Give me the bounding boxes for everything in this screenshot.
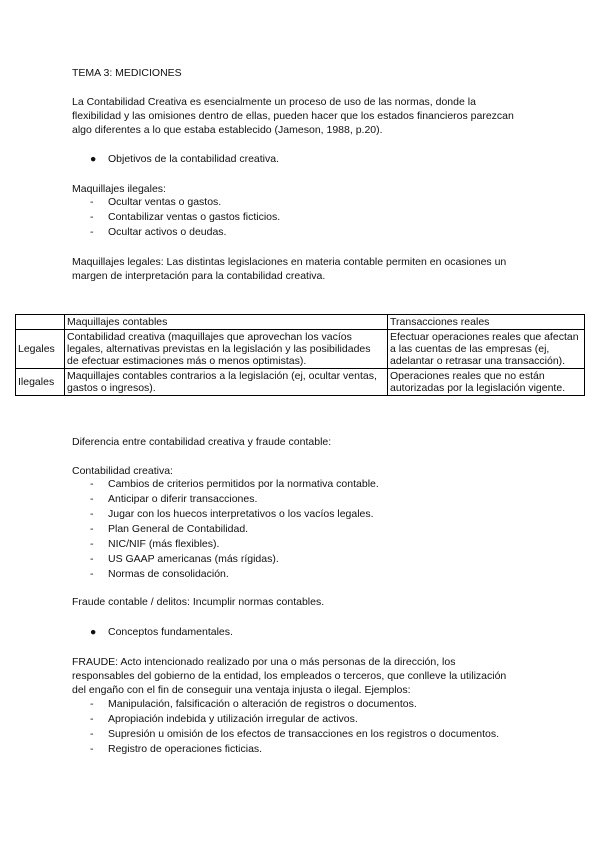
table-cell: Contabilidad creativa (maquillajes que aprovechan los vacíos legales, alternativas previstas en la legislación y las posibilidades de efectuar estimaciones más o menos optimistas). [65, 330, 388, 369]
list-item: - US GAAP americanas (más rígidas). [72, 552, 540, 567]
fraud-definition: FRAUDE: Acto intencionado realizado por una o más personas de la dirección, los responsables del gobierno de la entidad, los empleados o terceros, que conlleve la utilización del engaño con el fin de conseguir una ventaja injusta o ilegal. Ejemplos: [72, 656, 507, 696]
list-item: - Ocultar activos o deudas. [72, 225, 540, 240]
table-header-row [16, 315, 585, 330]
table-header-cell: Maquillajes contables [65, 315, 388, 330]
table-header-cell: Transacciones reales [388, 315, 585, 330]
row-label: Ilegales [16, 369, 65, 396]
list-item: - Cambios de criterios permitidos por la normativa contable. [72, 477, 540, 492]
list-item: - Supresión u omisión de los efectos de transacciones en los registros o documentos. [72, 727, 540, 742]
table-row [16, 369, 585, 396]
row-label: Legales [16, 330, 65, 369]
table-row [16, 330, 585, 369]
table-header-cell [16, 315, 65, 330]
bullet-concepts-text: Conceptos fundamentales. [108, 626, 233, 638]
illegal-list [72, 195, 540, 240]
list-item: - Registro de operaciones ficticias. [72, 742, 540, 757]
list-item: - Normas de consolidación. [72, 567, 540, 582]
table-cell: Operaciones reales que no están autorizadas por la legislación vigente. [388, 369, 585, 396]
list-item: - Jugar con los huecos interpretativos o los vacíos legales. [72, 507, 540, 522]
list-item: - Plan General de Contabilidad. [72, 522, 540, 537]
list-item: - Contabilizar ventas o gastos ficticios. [72, 210, 540, 225]
fraud-line: Fraude contable / delitos: Incumplir normas contables. [72, 596, 325, 608]
fraud-list [72, 697, 540, 757]
comparison-table [15, 314, 585, 396]
list-item: - Apropiación indebida y utilización irregular de activos. [72, 712, 540, 727]
legal-paragraph: Maquillajes legales: Las distintas legislaciones en materia contable permiten en ocasiones un margen de interpretación para la contabilidad creativa. [72, 256, 507, 282]
table-cell: Efectuar operaciones reales que afectan a las cuentas de las empresas (ej, adelantar o retrasar una transacción). [388, 330, 585, 369]
creative-heading: Contabilidad creativa: [72, 465, 173, 477]
bullet-objectives [90, 152, 279, 166]
table-cell: Maquillajes contables contrarios a la legislación (ej, ocultar ventas, gastos o ingresos). [65, 369, 388, 396]
difference-line: Diferencia entre contabilidad creativa y fraude contable: [72, 436, 332, 448]
page-title: TEMA 3: MEDICIONES [72, 67, 182, 79]
creative-list [72, 477, 540, 582]
bullet-concepts [90, 625, 233, 639]
list-item: - Ocultar ventas o gastos. [72, 195, 540, 210]
intro-paragraph: La Contabilidad Creativa es esencialmente un proceso de uso de las normas, donde la flexibilidad y las omisiones dentro de ellas, pueden hacer que los estados financieros parezcan algo diferentes a lo que estaba establecido (Jameson, 1988, p.20). [72, 96, 514, 136]
illegal-heading: Maquillajes ilegales: [72, 183, 166, 195]
bullet-objectives-text: Objetivos de la contabilidad creativa. [108, 153, 280, 165]
bullet-dot: ● [90, 626, 97, 638]
bullet-dot: ● [90, 153, 97, 165]
list-item: - Anticipar o diferir transacciones. [72, 492, 540, 507]
list-item: - NIC/NIF (más flexibles). [72, 537, 540, 552]
list-item: - Manipulación, falsificación o alteración de registros o documentos. [72, 697, 540, 712]
